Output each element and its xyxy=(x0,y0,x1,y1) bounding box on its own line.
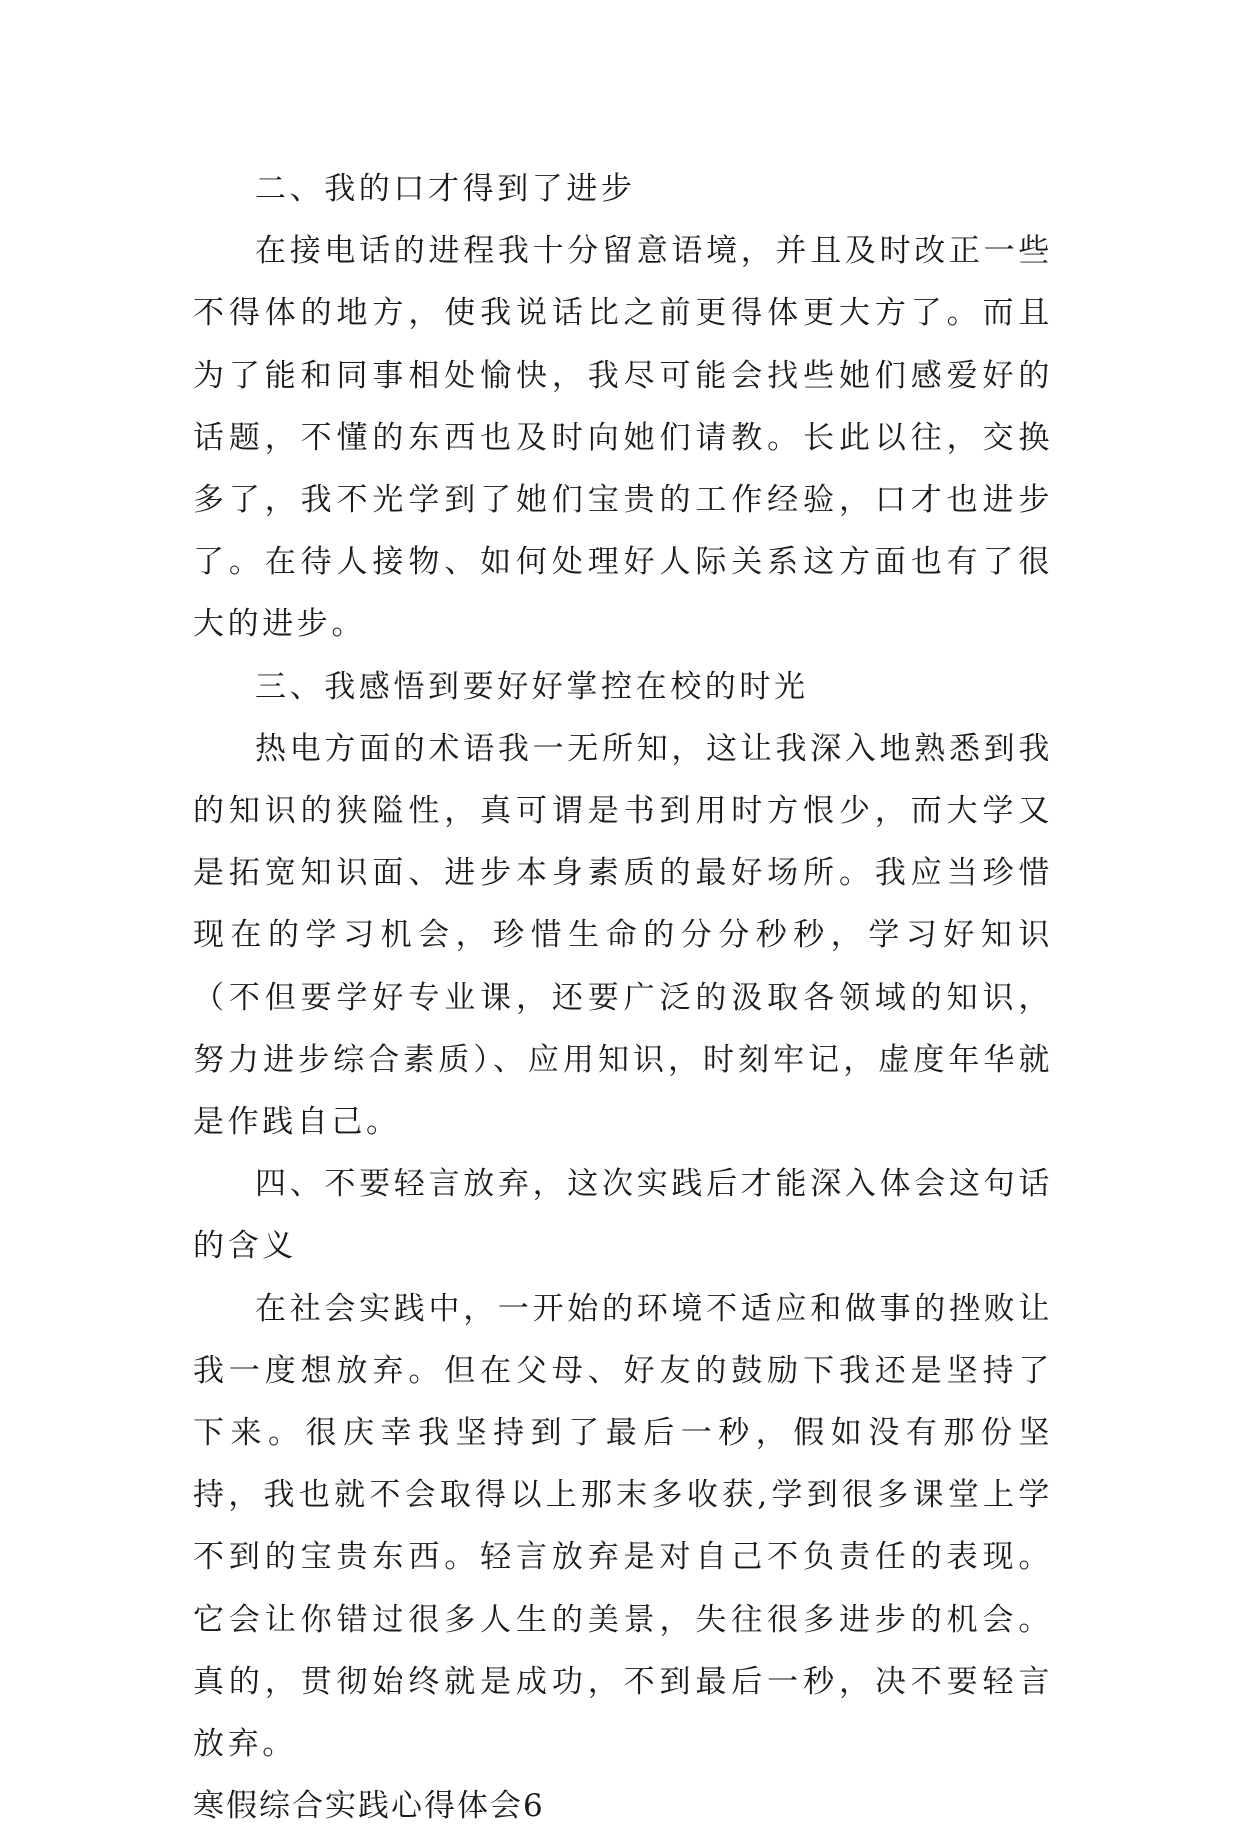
document-body xyxy=(193,158,1053,1837)
paragraph-school-time: 热电方面的术语我一无所知，这让我深入地熟悉到我的知识的狭隘性，真可谓是书到用时方恨少，而大学又是拓宽知识面、进步本身素质的最好场所。我应当珍惜现在的学习机会，珍惜生命的分分秒秒，学习好知识（不但要学好专业课，还要广泛的汲取各领域的知识，努力进步综合素质）、应用知识，时刻牢记，虚度年华就是作践自己。 xyxy=(193,730,1053,1141)
next-article-title: 寒假综合实践心得体会6 xyxy=(193,1788,545,1825)
section-heading-school-time: 三、我感悟到要好好掌控在校的时光 xyxy=(255,668,809,705)
section-heading-never-give-up: 四、不要轻言放弃，这次实践后才能深入体会这句话的含义 xyxy=(193,1166,1053,1265)
section-heading-eloquence: 二、我的口才得到了进步 xyxy=(255,171,636,207)
paragraph-eloquence: 在接电话的进程我十分留意语境，并且及时改正一些不得体的地方，使我说话比之前更得体更大方了。而且为了能和同事相处愉快，我尽可能会找些她们感爱好的话题，不懂的东西也及时向她们请教。长此以往，交换多了，我不光学到了她们宝贵的工作经验，口才也进步了。在待人接物、如何处理好人际关系这方面也有了很大的进步。 xyxy=(193,233,1053,643)
paragraph-never-give-up: 在社会实践中，一开始的环境不适应和做事的挫败让我一度想放弃。但在父母、好友的鼓励下我还是坚持了下来。很庆幸我坚持到了最后一秒，假如没有那份坚持，我也就不会取得以上那末多收获,学到很多课堂上学不到的宝贵东西。轻言放弃是对自己不负责任的表现。它会让你错过很多人生的美景，失往很多进步的机会。真的，贯彻始终就是成功，不到最后一秒，决不要轻言放弃。 xyxy=(193,1290,1053,1763)
